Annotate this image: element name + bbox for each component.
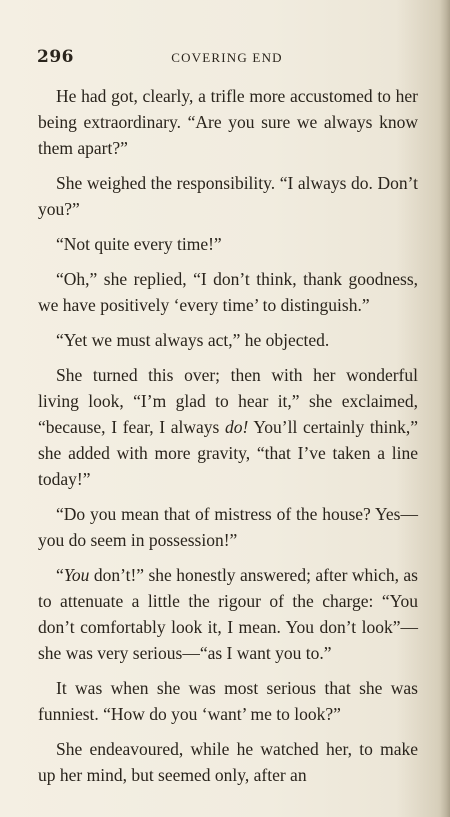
paragraph: [38, 362, 418, 492]
text-segment: He had got, clearly, a trifle more accustomed to her being extraordinary. “Are you sure we always know them apart?”: [38, 86, 418, 158]
page-number: 296: [37, 47, 74, 67]
text-segment: “Not quite every time!”: [56, 234, 222, 254]
running-title: COVERING END: [171, 50, 283, 65]
text-segment: She weighed the responsibility. “I always do. Don’t you?”: [38, 173, 418, 219]
emphasis-text: You: [63, 565, 90, 585]
paragraph: [38, 501, 418, 553]
running-head: [37, 47, 417, 67]
text-segment: You’ll certainly think,” she added with more gravity, “that I’ve taken a line today!”: [38, 417, 418, 489]
paragraph: [38, 562, 418, 666]
body-text: [38, 83, 418, 797]
text-segment: “Do you mean that of mistress of the house? Yes—you do seem in possession!”: [38, 504, 418, 550]
paragraph: [38, 327, 418, 353]
paragraph: [38, 736, 418, 788]
text-segment: She endeavoured, while he watched her, to make up her mind, but seemed only, after an: [38, 739, 418, 785]
paragraph: [38, 231, 418, 257]
paragraph: [38, 170, 418, 222]
paragraph: [38, 266, 418, 318]
paragraph: [38, 83, 418, 161]
text-segment: don’t!” she honestly answered; after which, as to attenuate a little the rigour of the charge: “You don’t comfortably look it, I mean. You don’t look”—she was very serious—“as I want you to.”: [38, 565, 418, 663]
page-edge-shadow: [440, 0, 450, 817]
paragraph: [38, 675, 418, 727]
emphasis-text: do!: [225, 417, 249, 437]
text-segment: “Yet we must always act,” he objected.: [56, 330, 330, 350]
text-segment: “: [56, 565, 64, 585]
text-segment: “Oh,” she replied, “I don’t think, thank goodness, we have positively ‘every time’ to distinguish.”: [38, 269, 418, 315]
text-segment: It was when she was most serious that she was funniest. “How do you ‘want’ me to look?”: [38, 678, 418, 724]
text-segment: She turned this over; then with her wonderful living look, “I’m glad to hear it,” she exclaimed, “because, I fear, I always: [38, 365, 418, 437]
